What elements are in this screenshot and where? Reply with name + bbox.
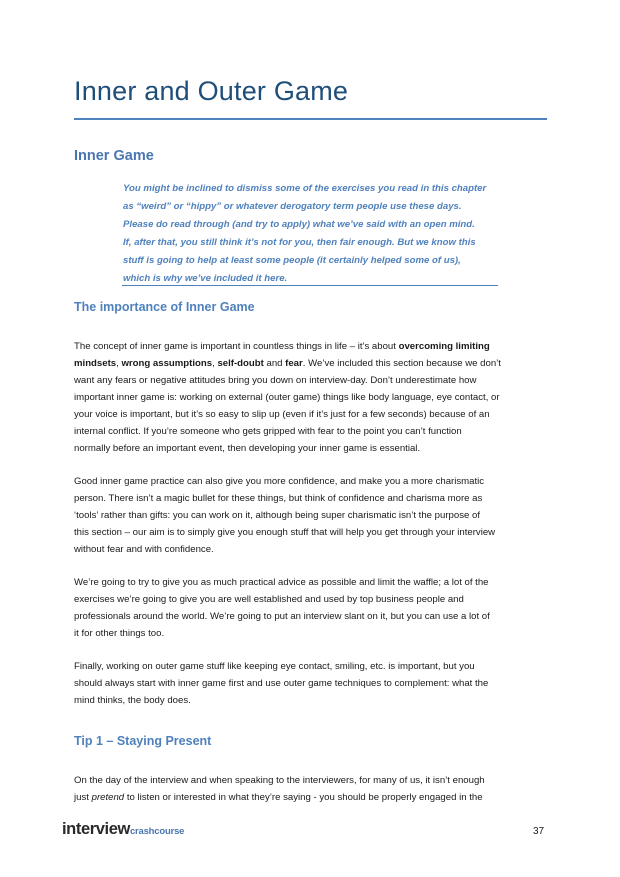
paragraph-line: want any fears or negative attitudes bring you down on interview-day. Don’t underestimate how (74, 375, 477, 386)
paragraph-line: ‘tools’ rather than gifts: you can work on it, although being super charismatic isn’t the purpose of (74, 510, 481, 521)
callout-line: You might be inclined to dismiss some of the exercises you read in this chapter (123, 183, 487, 194)
callout-line: stuff is going to help at least some people (it certainly helped some of us), (123, 255, 461, 266)
paragraph-line: your voice is important, but it’s so easy to slip up (even if it’s just for a few seconds) because of an (74, 409, 490, 420)
title-underline (74, 118, 547, 120)
logo-wordmark: interview (62, 820, 130, 838)
page-number: 37 (533, 826, 545, 837)
paragraph-line: just pretend to listen or interested in what they’re saying - you should be properly engaged in the (74, 792, 483, 803)
intro-callout (123, 180, 498, 288)
paragraph-line: professionals around the world. We’re going to put an interview slant on it, but you can use a lot of (74, 611, 490, 622)
logo-accent: crashcourse (129, 826, 185, 837)
subheading-importance: The importance of Inner Game (74, 300, 255, 314)
paragraph-line: mindsets, wrong assumptions, self-doubt and fear. We’ve included this section because we don’t (74, 358, 501, 369)
page-title: Inner and Outer Game (74, 76, 349, 106)
paragraph-outer-game (74, 658, 544, 709)
callout-line: If, after that, you still think it’s not for you, then fair enough. But we know this (123, 237, 476, 248)
paragraph-line: normally before an important event, then developing your inner game is essential. (74, 443, 421, 454)
paragraph-line: We’re going to try to give you as much practical advice as possible and limit the waffle; a lot of the (74, 577, 489, 588)
paragraph-line: mind thinks, the body does. (74, 695, 191, 706)
paragraph-line: important inner game is: working on external (outer game) things like body language, eye contact, or (74, 392, 500, 403)
paragraph-line: internal conflict. If you’re someone who gets gripped with fear to the point you can’t function (74, 426, 462, 437)
paragraph-importance (74, 338, 544, 457)
paragraph-line: exercises we’re going to give you are well established and used by top business people and (74, 594, 464, 605)
paragraph-line: Finally, working on outer game stuff like keeping eye contact, smiling, etc. is important, but you (74, 661, 475, 672)
paragraph-confidence (74, 473, 544, 558)
footer-logo (62, 820, 184, 839)
paragraph-line: The concept of inner game is important in countless things in life – it’s about overcoming limiting (74, 341, 490, 352)
paragraph-line: it for other things too. (74, 628, 165, 639)
paragraph-practical-advice (74, 574, 544, 642)
callout-line: which is why we’ve included it here. (123, 273, 288, 284)
paragraph-line: Good inner game practice can also give you more confidence, and make you a more charismatic (74, 476, 485, 487)
callout-line: as “weird” or “hippy” or whatever derogatory term people use these days. (123, 201, 462, 212)
paragraph-line: person. There isn’t a magic bullet for these things, but think of confidence and charisma more as (74, 493, 483, 504)
callout-underline (122, 285, 498, 286)
subheading-tip-1: Tip 1 – Staying Present (74, 734, 212, 748)
section-heading: Inner Game (74, 148, 154, 164)
paragraph-line: without fear and with confidence. (74, 544, 214, 555)
paragraph-staying-present (74, 772, 544, 806)
paragraph-line: this section – our aim is to simply give you enough stuff that will help you get through your interview (74, 527, 496, 538)
callout-line: Please do read through (and try to apply) what we’ve said with an open mind. (123, 219, 475, 230)
paragraph-line: On the day of the interview and when speaking to the interviewers, for many of us, it isn’t enough (74, 775, 485, 786)
paragraph-line: should always start with inner game first and use outer game techniques to complement: what the (74, 678, 489, 689)
